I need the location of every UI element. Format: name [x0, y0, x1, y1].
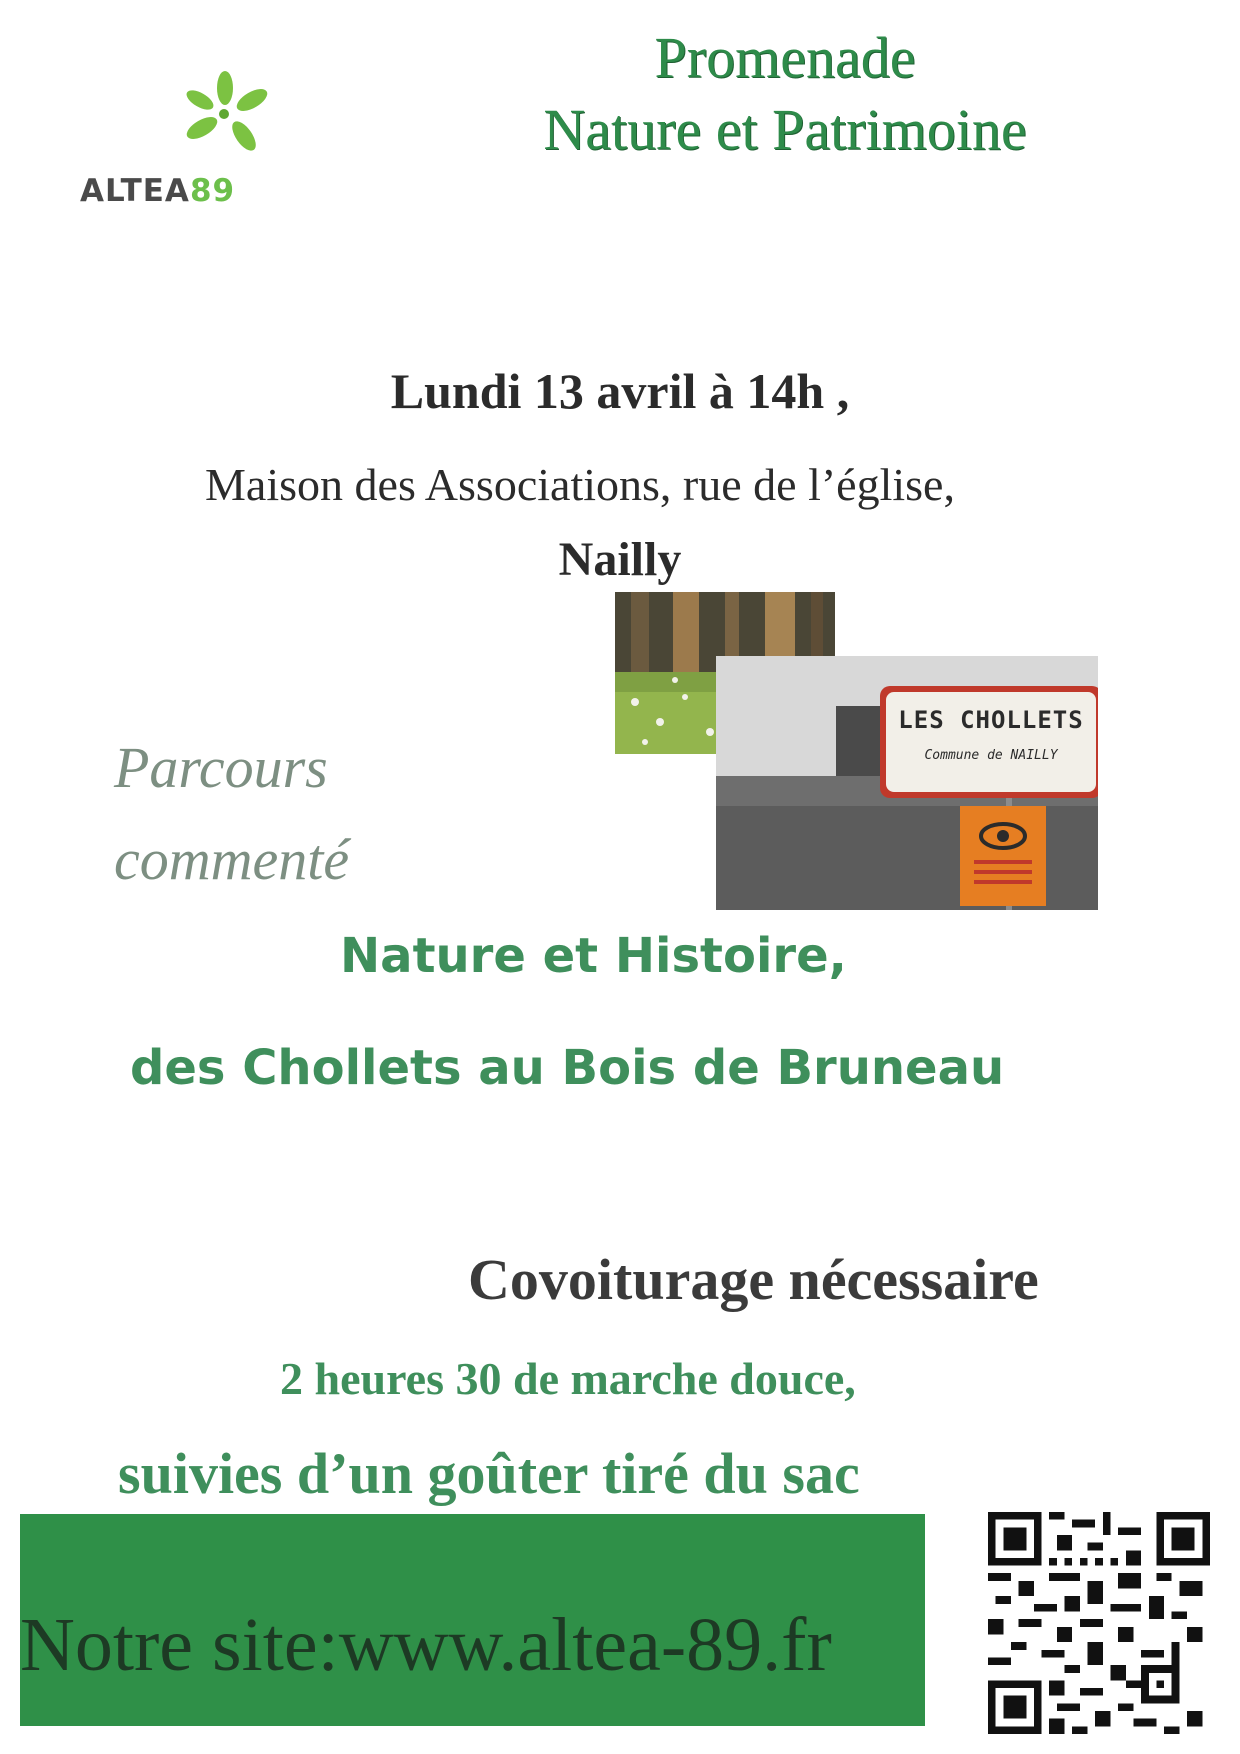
qr-code-icon[interactable] — [988, 1512, 1210, 1734]
logo-number: 89 — [189, 173, 236, 209]
chollets-sign-photo — [716, 656, 1098, 910]
sign-photo-background — [716, 656, 1098, 910]
theme-line-1: Nature et Histoire, — [340, 928, 847, 984]
logo-text: ALTEA — [80, 173, 190, 209]
parcours-line-2: commenté — [114, 827, 350, 892]
parcours-label — [114, 722, 349, 906]
altea-leaf-logo-icon — [180, 70, 270, 165]
event-address: Maison des Associations, rue de l’église, — [205, 459, 955, 510]
page-title — [440, 22, 1130, 166]
website-link[interactable]: Notre site:www.altea-89.fr — [20, 1603, 832, 1687]
parcours-line-1: Parcours — [114, 735, 328, 800]
title-line-2: Nature et Patrimoine — [543, 97, 1027, 162]
event-town: Nailly — [558, 533, 682, 586]
logo-wordmark — [80, 173, 235, 209]
snack-notice: suivies d’un goûter tiré du sac — [118, 1441, 860, 1506]
walk-duration: 2 heures 30 de marche douce, — [280, 1353, 856, 1404]
title-line-1: Promenade — [654, 25, 916, 90]
theme-line-2: des Chollets au Bois de Bruneau — [130, 1040, 1005, 1096]
event-date: Lundi 13 avril à 14h , — [390, 363, 850, 419]
sign-commune: Commune de NAILLY — [924, 748, 1058, 763]
covoiturage-notice: Covoiturage nécessaire — [468, 1247, 1039, 1312]
sign-name: LES CHOLLETS — [898, 706, 1084, 734]
